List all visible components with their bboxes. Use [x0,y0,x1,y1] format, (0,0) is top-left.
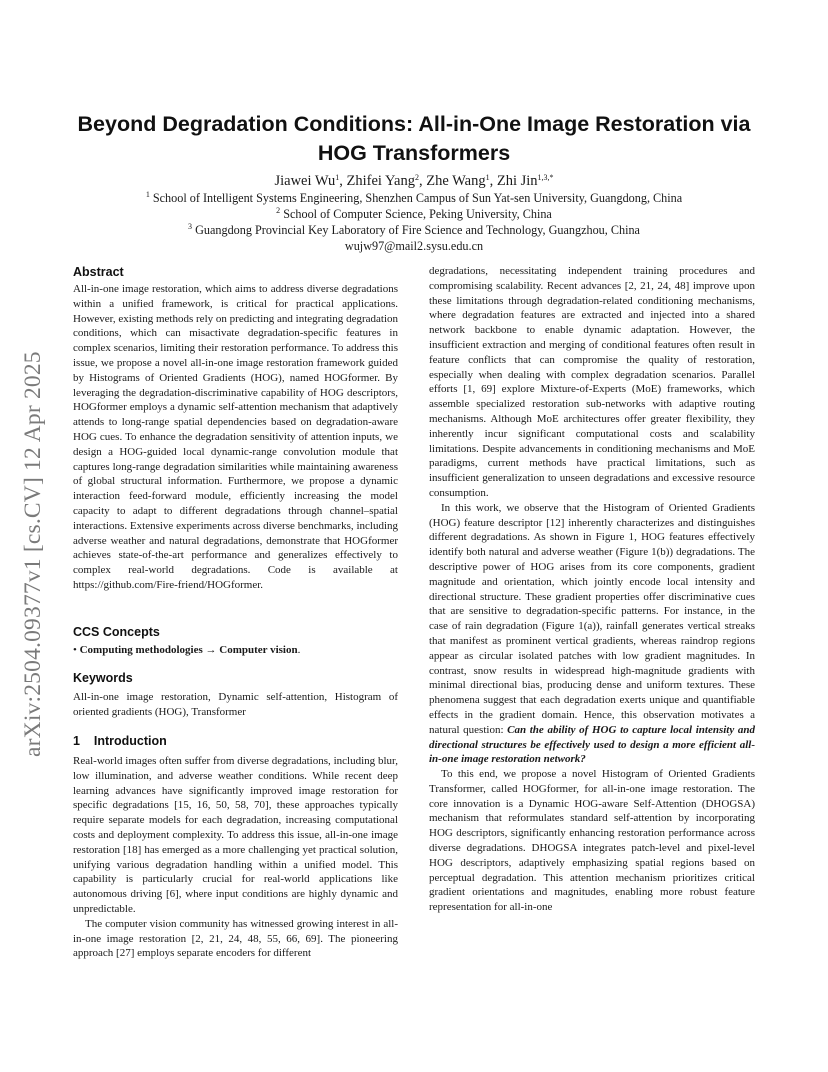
affiliation [70,190,758,206]
ccs-end: . [297,644,301,656]
ccs-concepts [73,644,300,656]
affiliation-text: School of Computer Science, Peking University, China [283,207,552,221]
author-sup: 1 [485,173,490,182]
affiliation-text: Guangdong Provincial Key Laboratory of Fire Science and Technology, Guangzhou, China [195,223,640,237]
author-name: Zhe Wang [426,173,486,189]
author-sup: 1,3,* [537,173,554,182]
affiliation-sup: 3 [188,222,193,231]
ccs-subitem: Computer vision [219,644,298,656]
arxiv-identifier: arXiv:2504.09377v1 [cs.CV] 12 Apr 2025 [20,351,46,757]
keywords-text: All-in-one image restoration, Dynamic self-attention, Histogram of oriented gradients (HOG), Transformer [73,691,398,718]
right-column [429,264,755,915]
affiliation [70,206,758,222]
affiliation-text: School of Intelligent Systems Engineering, Shenzhen Campus of Sun Yat-sen University, Guangdong, China [152,191,683,205]
intro-paragraph: The computer vision community has witnessed growing interest in all-in-one image restoration [2, 21, 24, 48, 55, 66, 69]. The pioneering approach [27] employs separate encoders for different [73,917,398,960]
abstract-body [73,282,398,593]
introduction-body [73,754,398,961]
author-name: Zhi Jin [496,173,538,189]
abstract-text: All-in-one image restoration, which aims to address diverse degradations within a unified framework, is critical for practical applications. However, existing methods rely on predicting and integrating degradation conditions, which can misactivate degradation-specific features in complex scenarios, limiting their restoration performance. To address this issue, we propose a novel all-in-one image restoration framework guided by Histograms of Oriented Gradients (HOG), named HOGformer. By leveraging the degradation-discriminative capability of HOG descriptors, HOGformer employs a dynamic self-attention mechanism that adaptively attends to long-range spatial dependencies based on degradation-aware HOG cues. To enhance the degradation sensitivity of attention inputs, we design a HOG-guided local dynamic-range convolution module that captures long-range degradation similarities while maintaining awareness of global structural information. Furthermore, we propose a dynamic interaction feed-forward module, efficiently increasing the model capacity to adapt to different degradations through channel–spatial interactions. Extensive experiments across diverse benchmarks, including adverse weather and natural degradations, demonstrate that HOGformer achieves state-of-the-art performance and generalizes effectively to complex real-world degradations. Code is available at https://github.com/Fire-friend/HOGformer. [73,283,398,591]
author-list: Jiawei Wu$^1$, Zhifei Yang$^2$, Zhe Wang$^1$, Zhi Jin$^{1,3,*}$ [274,173,554,189]
paper-title: Beyond Degradation Conditions: All-in-One Image Restoration via HOG Transformers [77,112,751,165]
author-name: Zhifei Yang [346,173,415,189]
keywords-body [73,690,398,720]
ccs-bullet: • [73,644,77,656]
abstract-heading: Abstract [73,265,124,279]
author-sup: 2 [414,173,419,182]
affiliation-sup: 1 [145,190,150,199]
ccs-item: Computing methodologies [79,644,203,656]
author-name: Jiawei Wu [274,173,336,189]
body-paragraph: degradations, necessitating independent training procedures and compromising scalability. Recent advances [2, 21, 24, 48] improve upon these limitations through degradation-related conditioning mechanisms, where degradation features are extracted and injected into a shared network backbone to enable dynamic adaptation. However, the insufficient extraction and merging of conditional features often result in feature conflicts that can compromise the quality of restoration, especially when dealing with complex degradation scenarios. Parallel efforts [1, 69] explore Mixture-of-Experts (MoE) frameworks, which assemble specialized restoration sub-networks with adaptive routing mechanisms. Although MoE architectures offer greater flexibility, they inherently incur significant computational costs and scalability limitations. Despite advancements in conditioning mechanisms and MoE paradigms, current methods have practical limitations, such as insufficient generalization to unseen degradations and excessive resource consumption. [429,265,755,499]
affiliation [70,222,758,238]
affiliation-sup: 2 [276,206,281,215]
ccs-heading: CCS Concepts [73,625,160,639]
paragraph-text: In this work, we observe that the Histogram of Oriented Gradients (HOG) feature descriptor [12] inherently characterizes and distinguishes different degradations. As shown in Figure 1, HOG features effectively identify both natural and adverse weather (Figure 1(b)) degradations. The descriptive power of HOG arises from its core components, gradient magnitude and orientation, which jointly encode local intensity and directional structure. These gradient properties offer discriminative cues that are sensitive to degradation-specific patterns. For instance, in the case of rain degradation (Figure 1(a)), rainfall generates vertical streaks that manifest as prominent vertical gradients, whereas raindrop regions appear as circular isolated patches with low gradient magnitudes. In contrast, snow results in widespread high-magnitude gradients with minimal directional bias, producing dense and uniform textures. These phenomena suggest that each degradation exerts unique and quantifiable effects in the gradient domain. Hence, this observation motivates a natural question: [429,501,755,736]
author-email: wujw97@mail2.sysu.edu.cn [344,239,484,253]
research-question: Can the ability of HOG to capture local intensity and directional structures be effectively used to design a more efficient all-in-one image restoration network? [429,723,756,766]
introduction-heading: 1 Introduction [73,734,167,748]
body-paragraph [429,501,755,767]
ccs-arrow: → [205,644,217,656]
keywords-heading: Keywords [73,671,133,685]
body-paragraph: To this end, we propose a novel Histogram of Oriented Gradients Transformer, called HOGformer, for all-in-one image restoration. The core innovation is a Dynamic HOG-aware Self-Attention (DHOGSA) mechanism that reformulates standard self-attention by incorporating HOG descriptors, significantly enhancing restoration performance across diverse degradations. DHOGSA integrates patch-level and pixel-level HOG descriptors, adaptively emphasizing spatial regions based on perceptual degradation. This attention mechanism prioritizes critical gradient orientations and magnitudes, enabling more robust feature representation for all-in-one [429,768,755,914]
author-sup: 1 [335,173,340,182]
intro-paragraph: Real-world images often suffer from diverse degradations, including blur, low illumination, and adverse weather conditions. While recent deep learning advances have significantly improved image restoration for specific degradations [15, 16, 50, 58, 70], these approaches typically require separate models for each degradation, increasing computational costs and deployment complexity. To address this issue, all-in-one image restoration [18] has emerged as a more challenging yet practical solution, unifying various degradation handling within a unified model. This capability is particularly crucial for real-world applications like autonomous driving [6], where input conditions are highly dynamic and unpredictable. [73,755,398,915]
